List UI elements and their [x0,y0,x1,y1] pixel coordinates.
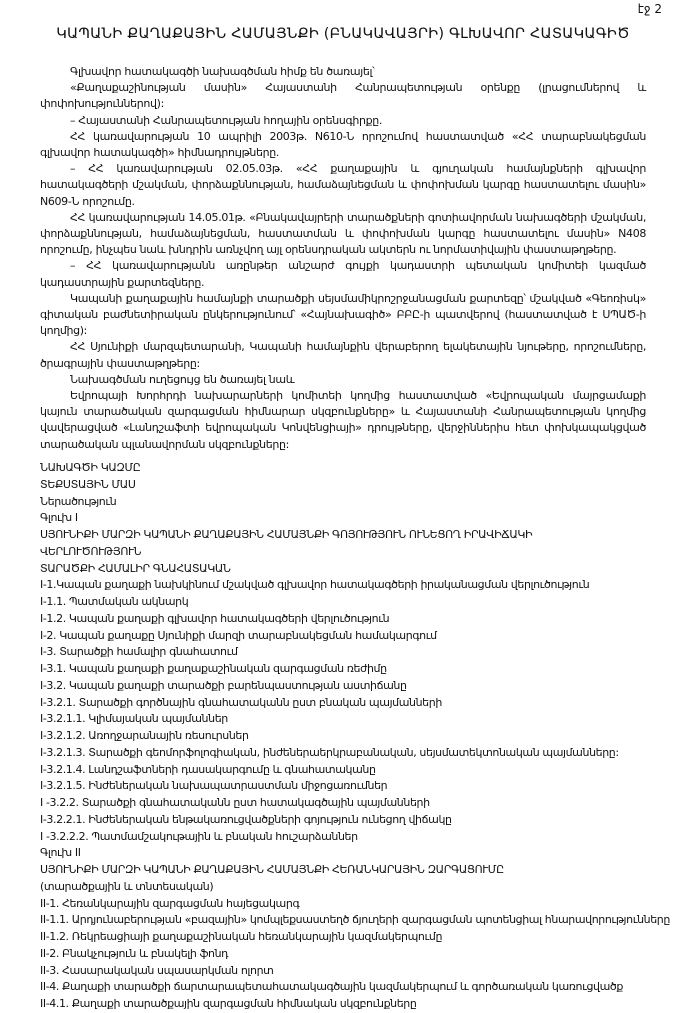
page-number: էջ 2 [637,2,662,16]
contents-item: ՏԵՔՍՏԱՅԻՆ ՄԱՍ [40,477,136,491]
contents-item: II-1.1. Արդյունաբերության «բազային» կոմպլեքսաստեղծ ճյուղերի զարգացման պոտենցիալ հնարավորությունները [40,913,670,927]
contents-item: II-1.2. Ռեկրեացիայի քաղաքաշինական հեռանկարային կազմակերպումը [40,930,443,943]
contents-item: II-1. Հեռանկարային զարգացման հայեցակարգ [40,896,300,910]
contents-item: II-4. Քաղաքի տարածքի ճարտարապետահատակագծային կազմակերպում և գործառական կառուցվածք [40,980,623,994]
intro-paragraph: ՀՀ կառավարության 10 ապրիլի 2003թ. N610-Ն որոշումով հաստատված «ՀՀ տարաբնակեցման գլխավոր հատակագծի» հիմնադրույթները. [40,129,646,160]
contents-item: I-3.2. Կապան քաղաքի տարածքի բարենպաստության աստիճանը [40,678,407,692]
contents-item: ՎԵՐԼՈՒԾՈՒԹՅՈՒՆ [40,544,142,558]
contents-item: Ներածություն [40,494,117,508]
contents-item: II-4.1. Քաղաքի տարածքային զարգացման հիմնական սկզբունքները [40,997,417,1010]
intro-paragraph: ՀՀ կառավարության 14.05.01թ. «Բնակավայրերի տարածքների գոտիավորման նախագծերի մշակման, փորձաքննության, համաձայնեցման, հաստատման և փոփոխման կարգը հաստատելու մասին» N408 որոշումը, ինչպես նաև խնդրին առնչվող այլ օրենսդրական ակտերն ու նորմատիվային փաստաթղթերը. [40,210,646,257]
intro-paragraph: – ՀՀ կառավարության 02.05.03թ. «ՀՀ քաղաքային և գյուղական համայնքների գլխավոր հատակագծերի մշակման, փորձաքննության, համաձայնեցման և փոփոխման կարգը հաստատելու մասին» N609-Ն որոշումը. [40,162,646,208]
table-of-contents [40,460,672,1013]
contents-item: I-2. Կապան քաղաքը Սյունիքի մարզի տարաբնակեցման համակարգում [40,628,437,642]
contents-item: I-1.2. Կապան քաղաքի գլխավոր հատակագծերի վերլուծություն [40,611,390,625]
contents-item: I-1.1. Պատմական ակնարկ [40,595,189,608]
contents-item: I-3.2.1.1. Կլիմայական պայմաններ [40,712,228,726]
intro-paragraph: Գլխավոր հատակագծի նախագծման հիմք են ծառայել՝ [70,65,375,78]
intro-paragraph: Եվրոպայի Խորհրդի նախարարների կոմիտեի կողմից հաստատված «Եվրոպական մայրցամաքի կայուն տարածական զարգացման հիմնարար սկզբունքները» և Հայաստանի Հանրապետության կողմից վավերացված «Լանդշաֆտի եվրոպական Կոնվենցիայի» դրույթները, վերջիններիս հետ փոխկապակցված տարածական պլանավորման սկզբունքները: [40,389,646,451]
contents-item: I-3.2.1.4. Լանդշաֆտների դասակարգումը և գնահատականը [40,762,376,776]
contents-item: I-3.2.1.5. Ինժեներական նախապատրաստման միջոցառումներ [40,779,388,793]
contents-item: Գլուխ I [40,511,78,525]
intro-paragraph: – Հայաստանի Հանրապետության հողային օրենսգիրքը. [70,113,383,127]
contents-item: I-3. Տարածքի համալիր գնահատում [40,645,238,659]
contents-item: II-3. Հասարակական սպասարկման ոլորտ [40,963,274,977]
contents-item: ՍՅՈՒՆԻՔԻ ՄԱՐԶԻ ԿԱՊԱՆԻ ՔԱՂԱՔԱՅԻՆ ՀԱՄԱՅՆՔԻ ՀԵՌԱՆԿԱՐԱՅԻՆ ԶԱՐԳԱՑՈՒՄԸ [40,863,504,876]
intro-paragraph: ՀՀ Սյունիքի մարզպետարանի, Կապանի համայնքին վերաբերող ելակետային նյութերը, որոշումները, ծրագրային փաստաթղթերը: [40,340,646,370]
contents-heading: ՆԱԽԱԳԾԻ ԿԱԶՄԸ [40,461,141,474]
contents-item: I-3.2.1.2. Առողջարանային ռեսուրսներ [40,729,249,742]
contents-item: I-3.1. Կապան քաղաքի քաղաքաշինական զարգացման ռեժիմը [40,662,387,675]
document-title: ԿԱՊԱՆԻ ՔԱՂԱՔԱՅԻՆ ՀԱՄԱՅՆՔԻ (ԲՆԱԿԱՎԱՅՐԻ) ԳԼԽԱՎՈՐ ՀԱՏԱԿԱԳԻԾ [56,26,630,42]
contents-item: Գլուխ II [40,846,81,860]
intro-section [40,64,646,453]
contents-item: I-3.2.1.3. Տարածքի գեոմորֆոլոգիական, ինժեներաերկրաբանական, սեյսմատեկտոնական պայմանները: [40,745,619,759]
contents-item: I -3.2.2. Տարածքի գնահատականն ըստ հատակագծային պայմանների [40,796,430,809]
contents-item: I-3.2.1. Տարածքի գործնային գնահատականն ըստ բնական պայմանների [40,695,442,709]
contents-item: ՏԱՐԱԾՔԻ ՀԱՄԱԼԻՐ ԳՆԱՀԱՏԱԿԱՆ [40,561,231,575]
contents-item: I-1.Կապան քաղաքի նախկինում մշակված գլխավոր հատակագծերի իրականացման վերլուծություն [40,578,590,592]
contents-item: (տարածքային և տնտեսական) [40,879,214,893]
contents-item: I -3.2.2.2. Պատմամշակութային և բնական հուշարձաններ [40,829,358,843]
intro-paragraph: Նախագծման ուղեցույց են ծառայել նաև [70,372,295,386]
contents-item: I-3.2.2.1. Ինժեներական ենթակառուցվածքների գոյություն ունեցող վիճակը [40,812,452,826]
intro-paragraph: – ՀՀ կառավարությանն առընթեր անշարժ գույքի կադաստրի պետական կոմիտեի կազմած կադաստրային քարտեզները. [40,259,646,289]
contents-item: II-2. Բնակչություն և բնակելի ֆոնդ [40,946,229,960]
intro-paragraph: «Քաղաքաշինության մասին» Հայաստանի Հանրապետության օրենքը (լրացումներով և փոփոխություններով): [40,81,646,111]
intro-paragraph: Կապանի քաղաքային համայնքի տարածքի սեյսմամիկրոշրջանացման քարտեզը՝ մշակված «Գեոռիսկ» գիտական բաժնետիրական ընկերությունում՝ «Հայնախագիծ» ԲԲԸ-ի պատվերով (հաստատված է ՍՊԱԾ-ի կողմից): [40,291,646,338]
contents-item: ՍՅՈՒՆԻՔԻ ՄԱՐԶԻ ԿԱՊԱՆԻ ՔԱՂԱՔԱՅԻՆ ՀԱՄԱՅՆՔԻ ԳՈՅՈՒԹՅՈՒՆ ՈՒՆԵՑՈՂ ԻՐԱՎԻՃԱԿԻ [40,528,533,541]
